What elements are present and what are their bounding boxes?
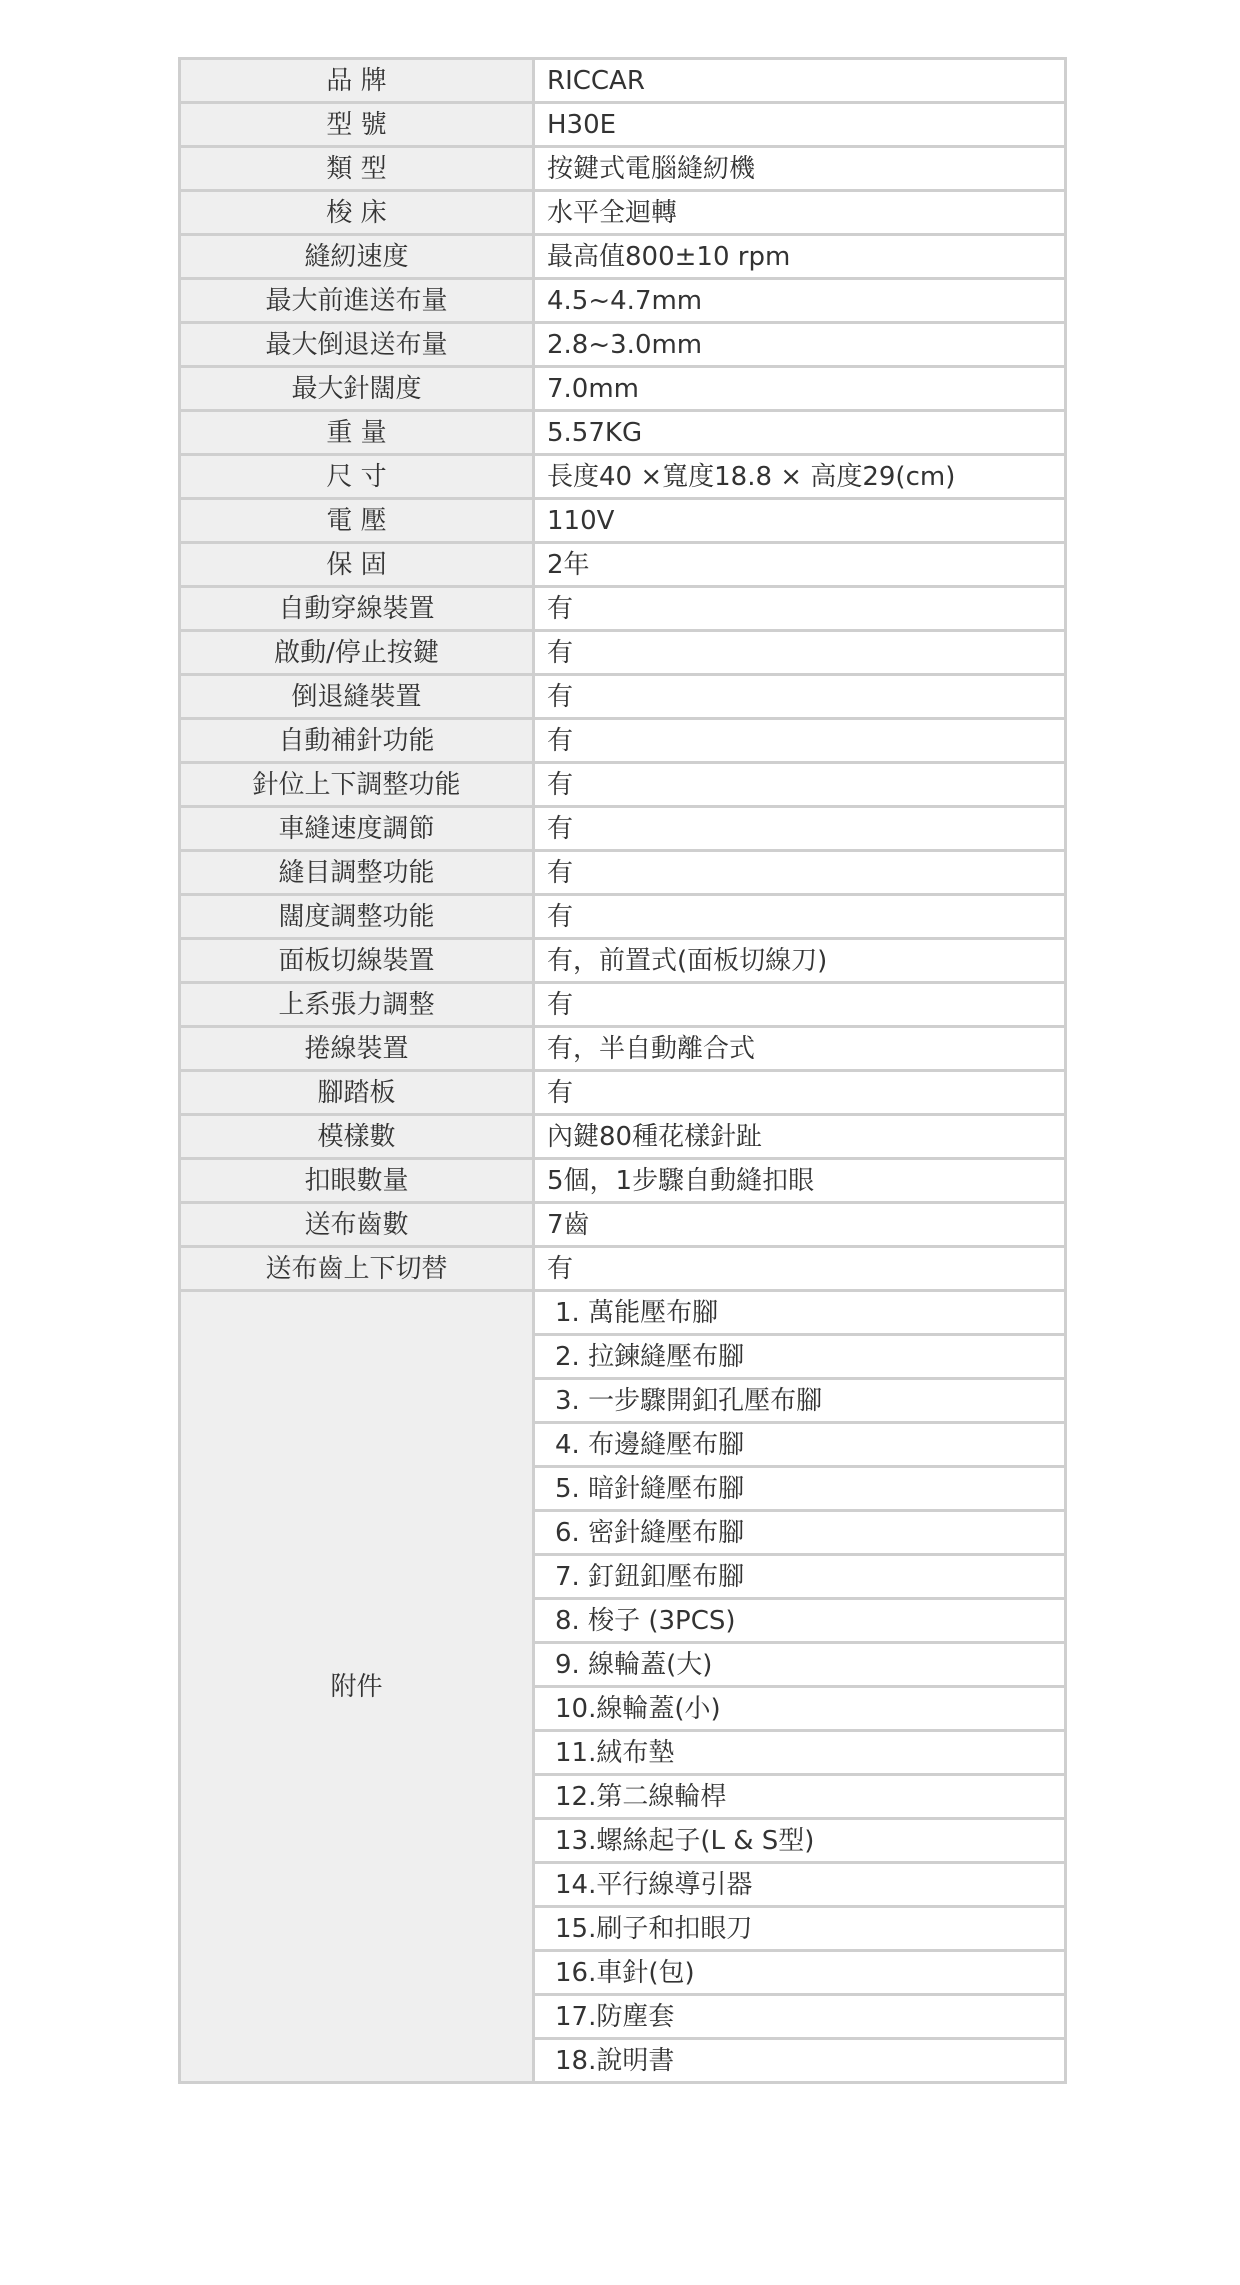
spec-row — [180, 1071, 1066, 1115]
spec-row — [180, 411, 1066, 455]
spec-value: 有，前置式(面板切線刀) — [534, 939, 1066, 983]
accessory-item: 1. 萬能壓布腳 — [534, 1291, 1066, 1335]
spec-label: 尺 寸 — [180, 455, 534, 499]
spec-table — [178, 57, 1067, 2084]
spec-label: 縫目調整功能 — [180, 851, 534, 895]
accessory-item: 4. 布邊縫壓布腳 — [534, 1423, 1066, 1467]
accessory-item: 7. 釘鈕釦壓布腳 — [534, 1555, 1066, 1599]
spec-row — [180, 147, 1066, 191]
spec-label: 車縫速度調節 — [180, 807, 534, 851]
spec-label: 自動穿線裝置 — [180, 587, 534, 631]
accessory-item: 18.說明書 — [534, 2039, 1066, 2083]
accessory-item: 6. 密針縫壓布腳 — [534, 1511, 1066, 1555]
spec-label: 針位上下調整功能 — [180, 763, 534, 807]
spec-row — [180, 1203, 1066, 1247]
accessory-item: 8. 梭子 (3PCS) — [534, 1599, 1066, 1643]
spec-label: 最大針闊度 — [180, 367, 534, 411]
spec-value: 有 — [534, 851, 1066, 895]
spec-value: 2年 — [534, 543, 1066, 587]
spec-label: 品 牌 — [180, 59, 534, 103]
spec-row — [180, 543, 1066, 587]
spec-row — [180, 807, 1066, 851]
spec-label: 保 固 — [180, 543, 534, 587]
accessory-item: 16.車針(包) — [534, 1951, 1066, 1995]
accessory-item: 14.平行線導引器 — [534, 1863, 1066, 1907]
spec-label: 扣眼數量 — [180, 1159, 534, 1203]
spec-row — [180, 103, 1066, 147]
spec-value: 有 — [534, 983, 1066, 1027]
spec-label: 縫紉速度 — [180, 235, 534, 279]
spec-row — [180, 279, 1066, 323]
spec-value: 有 — [534, 587, 1066, 631]
spec-row — [180, 1247, 1066, 1291]
spec-row — [180, 1115, 1066, 1159]
accessory-item: 3. 一步驟開釦孔壓布腳 — [534, 1379, 1066, 1423]
spec-row — [180, 939, 1066, 983]
spec-row — [180, 235, 1066, 279]
spec-value: 最高值800±10 rpm — [534, 235, 1066, 279]
spec-row — [180, 367, 1066, 411]
spec-label: 模樣數 — [180, 1115, 534, 1159]
spec-value: 7齒 — [534, 1203, 1066, 1247]
spec-label: 電 壓 — [180, 499, 534, 543]
accessory-item: 13.螺絲起子(L & S型) — [534, 1819, 1066, 1863]
spec-label: 自動補針功能 — [180, 719, 534, 763]
spec-value: 有 — [534, 631, 1066, 675]
accessory-item: 11.絨布墊 — [534, 1731, 1066, 1775]
spec-row — [180, 631, 1066, 675]
spec-label: 上系張力調整 — [180, 983, 534, 1027]
spec-row — [180, 191, 1066, 235]
spec-value: 有 — [534, 1071, 1066, 1115]
spec-label: 送布齒上下切替 — [180, 1247, 534, 1291]
accessory-item: 17.防塵套 — [534, 1995, 1066, 2039]
spec-value: RICCAR — [534, 59, 1066, 103]
accessory-item: 5. 暗針縫壓布腳 — [534, 1467, 1066, 1511]
accessory-item: 15.刷子和扣眼刀 — [534, 1907, 1066, 1951]
spec-row — [180, 675, 1066, 719]
accessory-row — [180, 1291, 1066, 1335]
spec-value: 5個，1步驟自動縫扣眼 — [534, 1159, 1066, 1203]
spec-label: 捲線裝置 — [180, 1027, 534, 1071]
spec-label: 重 量 — [180, 411, 534, 455]
spec-row — [180, 763, 1066, 807]
spec-label: 最大前進送布量 — [180, 279, 534, 323]
spec-value: 有 — [534, 807, 1066, 851]
spec-value: 有 — [534, 763, 1066, 807]
spec-value: 有，半自動離合式 — [534, 1027, 1066, 1071]
spec-value: 按鍵式電腦縫紉機 — [534, 147, 1066, 191]
spec-label: 型 號 — [180, 103, 534, 147]
accessory-item: 9. 線輪蓋(大) — [534, 1643, 1066, 1687]
spec-label: 類 型 — [180, 147, 534, 191]
spec-row — [180, 719, 1066, 763]
spec-row — [180, 895, 1066, 939]
spec-value: 長度40 ×寬度18.8 × 高度29(cm) — [534, 455, 1066, 499]
accessory-item: 12.第二線輪桿 — [534, 1775, 1066, 1819]
spec-label: 腳踏板 — [180, 1071, 534, 1115]
spec-value: 110V — [534, 499, 1066, 543]
spec-row — [180, 587, 1066, 631]
spec-value: 7.0mm — [534, 367, 1066, 411]
spec-label: 送布齒數 — [180, 1203, 534, 1247]
spec-value: 4.5~4.7mm — [534, 279, 1066, 323]
spec-value: 有 — [534, 895, 1066, 939]
spec-value: 有 — [534, 719, 1066, 763]
spec-row — [180, 455, 1066, 499]
accessory-item: 10.線輪蓋(小) — [534, 1687, 1066, 1731]
spec-label: 啟動/停止按鍵 — [180, 631, 534, 675]
spec-label: 面板切線裝置 — [180, 939, 534, 983]
spec-row — [180, 323, 1066, 367]
spec-label: 倒退縫裝置 — [180, 675, 534, 719]
spec-row — [180, 1027, 1066, 1071]
accessory-item: 2. 拉鍊縫壓布腳 — [534, 1335, 1066, 1379]
spec-table-body — [180, 59, 1066, 2083]
spec-label: 最大倒退送布量 — [180, 323, 534, 367]
spec-row — [180, 1159, 1066, 1203]
spec-row — [180, 59, 1066, 103]
spec-value: H30E — [534, 103, 1066, 147]
spec-label: 梭 床 — [180, 191, 534, 235]
spec-value: 水平全迴轉 — [534, 191, 1066, 235]
spec-value: 2.8~3.0mm — [534, 323, 1066, 367]
spec-row — [180, 499, 1066, 543]
spec-value: 有 — [534, 1247, 1066, 1291]
spec-label: 闊度調整功能 — [180, 895, 534, 939]
spec-value: 5.57KG — [534, 411, 1066, 455]
spec-value: 有 — [534, 675, 1066, 719]
spec-row — [180, 983, 1066, 1027]
spec-row — [180, 851, 1066, 895]
accessories-label: 附件 — [180, 1291, 534, 2083]
spec-value: 內鍵80種花樣針趾 — [534, 1115, 1066, 1159]
